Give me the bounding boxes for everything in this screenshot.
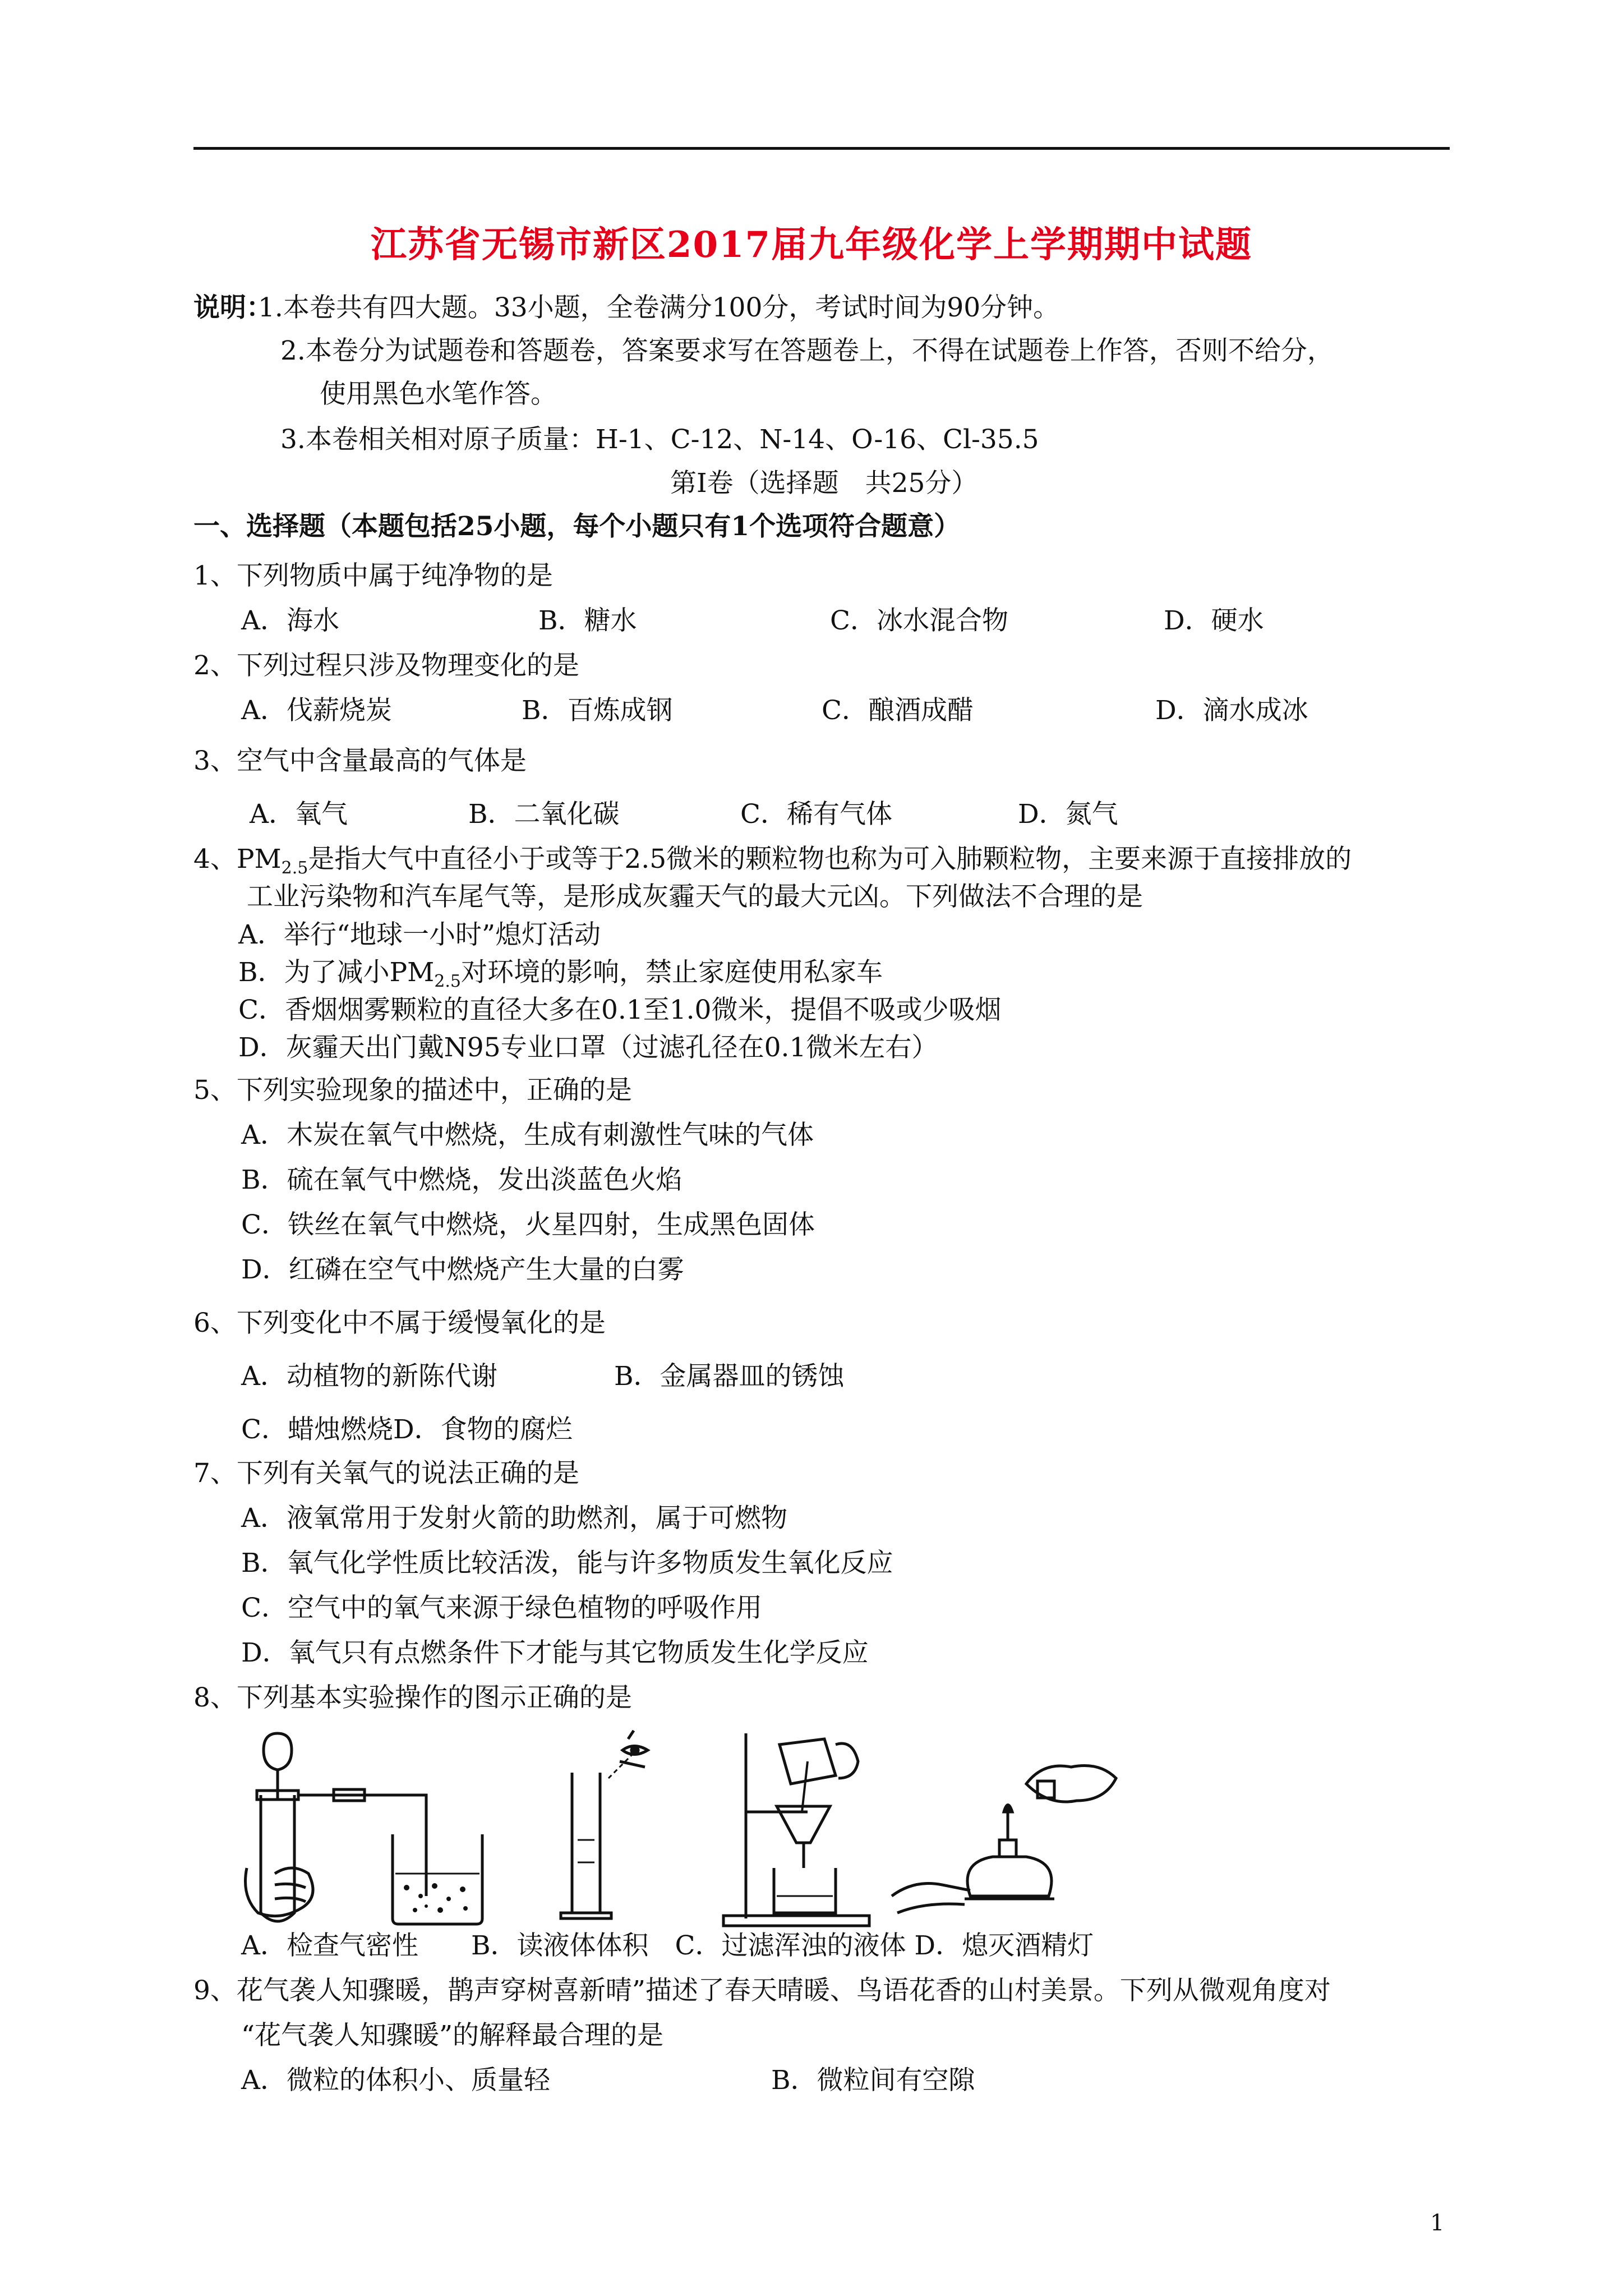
alcohol-lamp-figure bbox=[892, 1766, 1116, 1913]
q5-stem: 5、下列实验现象的描述中，正确的是 bbox=[193, 1075, 632, 1106]
q3-stem: 3、空气中含量最高的气体是 bbox=[193, 746, 527, 776]
q8-stem: 8、下列基本实验操作的图示正确的是 bbox=[193, 1682, 632, 1713]
instruction-2: 2.本卷分为试题卷和答题卷，答案要求写在答题卷上，不得在试题卷上作答，否则不给分， bbox=[280, 335, 1334, 366]
q6-option-a: A．动植物的新陈代谢 bbox=[241, 1361, 497, 1392]
q5-option-a: A．木炭在氧气中燃烧，生成有刺激性气味的气体 bbox=[241, 1120, 814, 1151]
q7-option-c: C．空气中的氧气来源于绿色植物的呼吸作用 bbox=[241, 1593, 762, 1623]
q1-option-d: D．硬水 bbox=[1164, 605, 1264, 636]
q9-option-a: A．微粒的体积小、质量轻 bbox=[241, 2065, 550, 2096]
q9-stem-cont: “花气袭人知骤暖”的解释最合理的是 bbox=[241, 2020, 664, 2051]
q3-option-c: C．稀有气体 bbox=[740, 799, 892, 830]
q2-option-d: D．滴水成冰 bbox=[1155, 695, 1308, 726]
instruction-2-cont: 使用黑色水笔作答。 bbox=[320, 379, 557, 409]
q7-option-d: D．氧气只有点燃条件下才能与其它物质发生化学反应 bbox=[241, 1637, 869, 1668]
q9-stem: 9、花气袭人知骤暖，鹊声穿树喜新晴”描述了春天晴暖、鸟语花香的山村美景。下列从微观角度对 bbox=[193, 1975, 1331, 2006]
q2-option-b: B．百炼成钢 bbox=[522, 695, 673, 726]
q3-option-d: D．氮气 bbox=[1018, 799, 1118, 830]
q4-subscript: 2.5 bbox=[281, 858, 308, 878]
instruction-3: 3.本卷相关相对原子质量：H-1、C-12、N-14、O-16、Cl-35.5 bbox=[280, 424, 1039, 455]
q2-option-a: A．伐薪烧炭 bbox=[241, 695, 392, 726]
graduated-cylinder-figure bbox=[561, 1731, 648, 1918]
q1-stem: 1、下列物质中属于纯净物的是 bbox=[193, 560, 553, 591]
q7-stem: 7、下列有关氧气的说法正确的是 bbox=[193, 1458, 579, 1489]
q7-option-b: B．氧气化学性质比较活泼，能与许多物质发生氧化反应 bbox=[241, 1548, 893, 1579]
q1-option-c: C．冰水混合物 bbox=[830, 605, 1008, 636]
q1-option-b: B．糖水 bbox=[538, 605, 637, 636]
q5-option-d: D．红磷在空气中燃烧产生大量的白雾 bbox=[241, 1254, 684, 1285]
instructions-label: 说明： bbox=[193, 292, 273, 323]
q8-options: A．检查气密性 B．读液体体积 C．过滤浑浊的液体 D．熄灭酒精灯 bbox=[241, 1930, 1094, 1961]
q7-option-a: A．液氧常用于发射火箭的助燃剂，属于可燃物 bbox=[241, 1503, 787, 1534]
lab-operations-figure bbox=[241, 1728, 1138, 1935]
q4-stem: 4、$PM_{2.5}$是指大气中直径小于或等于2.5微米的颗粒物也称为可入肺颗粒物，主要来源于直接排放的 bbox=[193, 844, 1352, 878]
q4-option-a: A．举行“地球一小时”熄灯活动 bbox=[238, 919, 601, 950]
section-heading: 一、选择题（本题包括25小题，每个小题只有1个选项符合题意） bbox=[193, 511, 961, 542]
q6-option-b: B．金属器皿的锈蚀 bbox=[614, 1361, 845, 1392]
airtightness-check-figure bbox=[246, 1733, 483, 1924]
q4-option-b: B．为了减小$PM_{2.5}$对环境的影响，禁止家庭使用私家车 bbox=[238, 957, 883, 991]
part-heading: 第Ⅰ卷（选择题 共25分） bbox=[670, 468, 978, 499]
q6-stem: 6、下列变化中不属于缓慢氧化的是 bbox=[193, 1308, 606, 1338]
q4-stem-cont: 工业污染物和汽车尾气等，是形成灰霾天气的最大元凶。下列做法不合理的是 bbox=[247, 881, 1143, 912]
q2-option-c: C．酿酒成醋 bbox=[822, 695, 974, 726]
q5-option-b: B．硫在氧气中燃烧，发出淡蓝色火焰 bbox=[241, 1165, 683, 1195]
page-number: 1 bbox=[1430, 2210, 1445, 2236]
q2-stem: 2、下列过程只涉及物理变化的是 bbox=[193, 650, 579, 681]
q4-option-c: C．香烟烟雾颗粒的直径大多在0.1至1.0微米，提倡不吸或少吸烟 bbox=[238, 995, 1002, 1025]
q3-option-b: B．二氧化碳 bbox=[468, 799, 620, 830]
q3-option-a: A．氧气 bbox=[250, 799, 348, 830]
q6-option-cd: C．蜡烛燃烧D．食物的腐烂 bbox=[241, 1414, 573, 1445]
q5-option-c: C．铁丝在氧气中燃烧，火星四射，生成黑色固体 bbox=[241, 1209, 815, 1240]
instruction-1: 1.本卷共有四大题。33小题，全卷满分100分，考试时间为90分钟。 bbox=[258, 292, 1060, 323]
q4-option-d: D．灰霾天出门戴N95专业口罩（过滤孔径在0.1微米左右） bbox=[238, 1032, 938, 1063]
header-rule bbox=[193, 147, 1450, 150]
page-title: 江苏省无锡市新区2017届九年级化学上学期期中试题 bbox=[370, 224, 1253, 266]
filtration-figure bbox=[723, 1733, 869, 1926]
q1-option-a: A．海水 bbox=[241, 605, 339, 636]
q9-option-b: B．微粒间有空隙 bbox=[771, 2065, 975, 2096]
